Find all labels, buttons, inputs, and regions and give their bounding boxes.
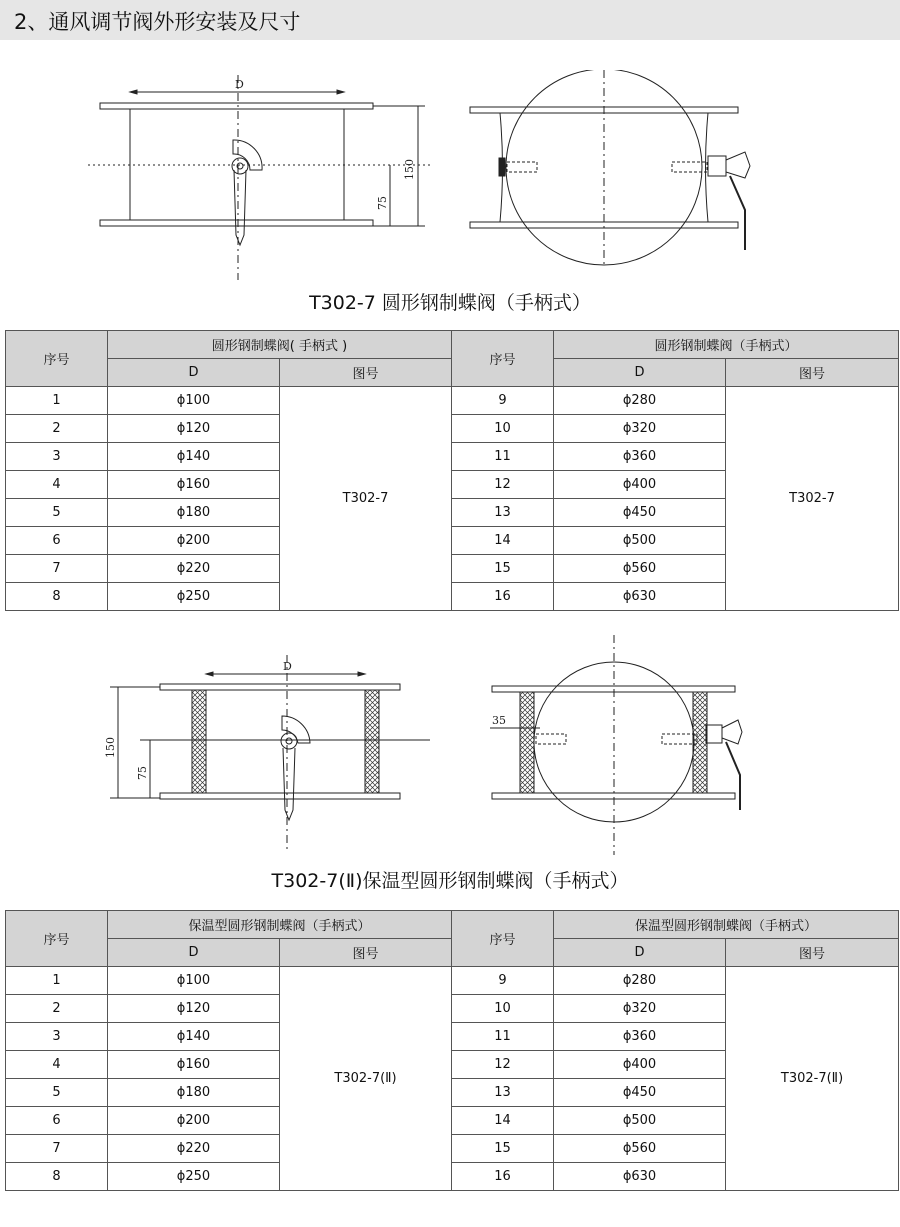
table-row: 3 ϕ 140 11 ϕ 360 xyxy=(6,443,899,471)
table-row: 2 ϕ 120 10 ϕ 320 xyxy=(6,415,899,443)
drawing-number-left: T302-7(Ⅱ) xyxy=(280,967,452,1191)
dim-d-label: D xyxy=(283,660,292,673)
d-header: D xyxy=(554,939,726,967)
insulation-right xyxy=(365,690,379,793)
table-row: 5 ϕ 180 13 ϕ 450 xyxy=(6,499,899,527)
dim-150-label: 150 xyxy=(403,159,416,180)
table-row: 6 ϕ 200 14 ϕ 500 xyxy=(6,527,899,555)
d-header: D xyxy=(108,939,280,967)
spec-table-insulated xyxy=(5,910,899,1191)
table-row: 3 ϕ 140 11 ϕ 360 xyxy=(6,1023,899,1051)
spec-table-standard xyxy=(5,330,899,611)
d-header: D xyxy=(108,359,280,387)
damper-drawing-standard xyxy=(0,70,900,285)
dim-d-label: D xyxy=(235,78,244,91)
section-title: 2、通风调节阀外形安装及尺寸 xyxy=(14,10,301,34)
diagram1-caption: T302-7 圆形钢制蝶阀（手柄式） xyxy=(309,292,591,314)
table-row: 8 ϕ 250 16 ϕ 630 xyxy=(6,1163,899,1191)
drawing-header: 图号 xyxy=(280,939,452,967)
table-row: 2 ϕ 120 10 ϕ 320 xyxy=(6,995,899,1023)
table-row: 7 ϕ 220 15 ϕ 560 xyxy=(6,555,899,583)
table-row: 8 ϕ 250 16 ϕ 630 xyxy=(6,583,899,611)
drawing-number-right: T302-7(Ⅱ) xyxy=(726,967,899,1191)
drawing-header: 图号 xyxy=(726,939,899,967)
diagram2-caption: T302-7(Ⅱ)保温型圆形钢制蝶阀（手柄式） xyxy=(271,870,629,892)
seq-header: 序号 xyxy=(452,331,554,387)
seq-header: 序号 xyxy=(6,911,108,967)
table-row: 1 ϕ 100 T302-7 9 ϕ 280 T302-7 xyxy=(6,387,899,415)
table-row: 5 ϕ 180 13 ϕ 450 xyxy=(6,1079,899,1107)
drawing-header: 图号 xyxy=(726,359,899,387)
dim-150-label: 150 xyxy=(104,737,117,758)
drawing-header: 图号 xyxy=(280,359,452,387)
drawing-number-right: T302-7 xyxy=(726,387,899,611)
table-row: 6 ϕ 200 14 ϕ 500 xyxy=(6,1107,899,1135)
table-row: 4 ϕ 160 12 ϕ 400 xyxy=(6,1051,899,1079)
section-header xyxy=(0,0,900,40)
insulated-side-view xyxy=(104,655,430,850)
drawing-number-left: T302-7 xyxy=(280,387,452,611)
table-row: 7 ϕ 220 15 ϕ 560 xyxy=(6,1135,899,1163)
dim-35-label: 35 xyxy=(492,714,506,727)
group-header-right: 圆形钢制蝶阀（手柄式） xyxy=(554,331,899,359)
handle-lever xyxy=(234,170,246,245)
side-view xyxy=(88,75,430,280)
seq-header: 序号 xyxy=(452,911,554,967)
dim-75-label: 75 xyxy=(136,766,149,780)
side-handle xyxy=(730,176,745,250)
wing-nut xyxy=(726,152,750,178)
group-header-left: 保温型圆形钢制蝶阀（手柄式） xyxy=(108,911,452,939)
table-row: 1 ϕ 100 T302-7(Ⅱ) 9 ϕ 280 T302-7(Ⅱ) xyxy=(6,967,899,995)
insulated-front-view xyxy=(490,635,742,855)
front-view xyxy=(470,70,750,265)
top-flange xyxy=(100,103,373,109)
insulation-left xyxy=(192,690,206,793)
group-header-right: 保温型圆形钢制蝶阀（手柄式） xyxy=(554,911,899,939)
bottom-flange xyxy=(100,220,373,226)
seq-header: 序号 xyxy=(6,331,108,387)
damper-drawing-insulated xyxy=(0,630,900,860)
dim-75-label: 75 xyxy=(376,196,389,210)
group-header-left: 圆形钢制蝶阀( 手柄式 ) xyxy=(108,331,452,359)
d-header: D xyxy=(554,359,726,387)
table-row: 4 ϕ 160 12 ϕ 400 xyxy=(6,471,899,499)
